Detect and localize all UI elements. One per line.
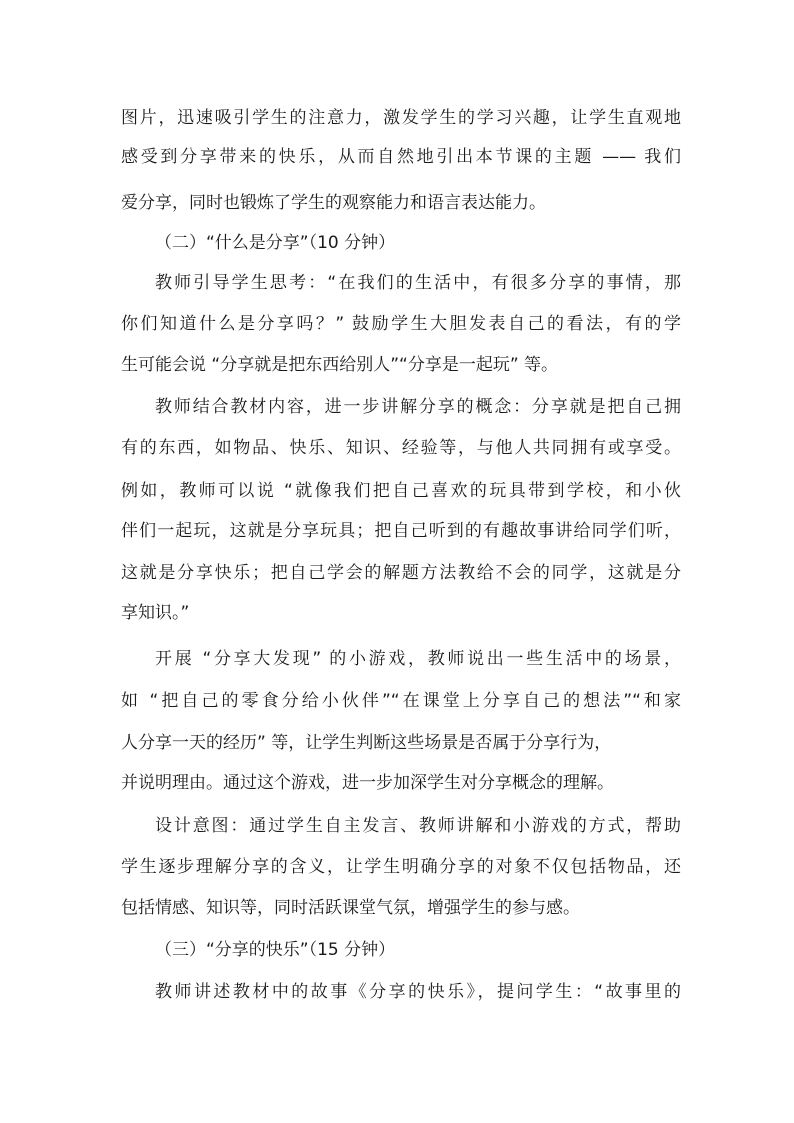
paragraph-line: 享知识。” xyxy=(121,603,190,623)
paragraph-line: 学生逐步理解分享的含义，让学生明确分享的对象不仅包括物品，还 xyxy=(121,857,681,877)
paragraph-line: 教师引导学生思考：“在我们的生活中，有很多分享的事情，那 xyxy=(155,273,681,293)
paragraph-line: 例如，教师可以说 “就像我们把自己喜欢的玩具带到学校，和小伙 xyxy=(121,481,681,501)
paragraph-line: 这就是分享快乐；把自己学会的解题方法教给不会的同学，这就是分 xyxy=(121,563,681,583)
paragraph-line: 并说明理由。通过这个游戏，进一步加深学生对分享概念的理解。 xyxy=(121,773,614,793)
paragraph-line: 伴们一起玩，这就是分享玩具；把自己听到的有趣故事讲给同学们听， xyxy=(121,521,681,541)
paragraph-line: 有的东西，如物品、快乐、知识、经验等，与他人共同拥有或享受。 xyxy=(121,438,681,458)
paragraph-line: 图片，迅速吸引学生的注意力，激发学生的学习兴趣，让学生直观地 xyxy=(121,108,681,128)
paragraph-line: 如 “把自己的零食分给小伙伴”“在课堂上分享自己的想法”“和家 xyxy=(121,691,681,711)
paragraph-line: 感受到分享带来的快乐，从而自然地引出本节课的主题 —— 我们 xyxy=(121,147,681,167)
paragraph-line: 教师讲述教材中的故事《分享的快乐》，提问学生：“故事里的 xyxy=(155,982,681,1002)
section-heading: （二）“什么是分享”（10 分钟） xyxy=(155,233,396,253)
paragraph-line: 教师结合教材内容，进一步讲解分享的概念：分享就是把自己拥 xyxy=(155,397,681,417)
paragraph-line: 生可能会说 “分享就是把东西给别人”“分享是一起玩” 等。 xyxy=(121,355,559,375)
paragraph-line: 人分享一天的经历” 等，让学生判断这些场景是否属于分享行为， xyxy=(121,733,612,753)
paragraph-line: 设计意图：通过学生自主发言、教师讲解和小游戏的方式，帮助 xyxy=(155,816,681,836)
paragraph-line: 开展 “分享大发现” 的小游戏，教师说出一些生活中的场景， xyxy=(155,649,681,669)
paragraph-line: 你们知道什么是分享吗？” 鼓励学生大胆发表自己的看法，有的学 xyxy=(121,314,681,334)
section-heading: （三）“分享的快乐”（15 分钟） xyxy=(155,940,396,960)
paragraph-line: 包括情感、知识等，同时活跃课堂气氛，增强学生的参与感。 xyxy=(121,898,580,918)
paragraph-line: 爱分享，同时也锻炼了学生的观察能力和语言表达能力。 xyxy=(121,193,546,213)
